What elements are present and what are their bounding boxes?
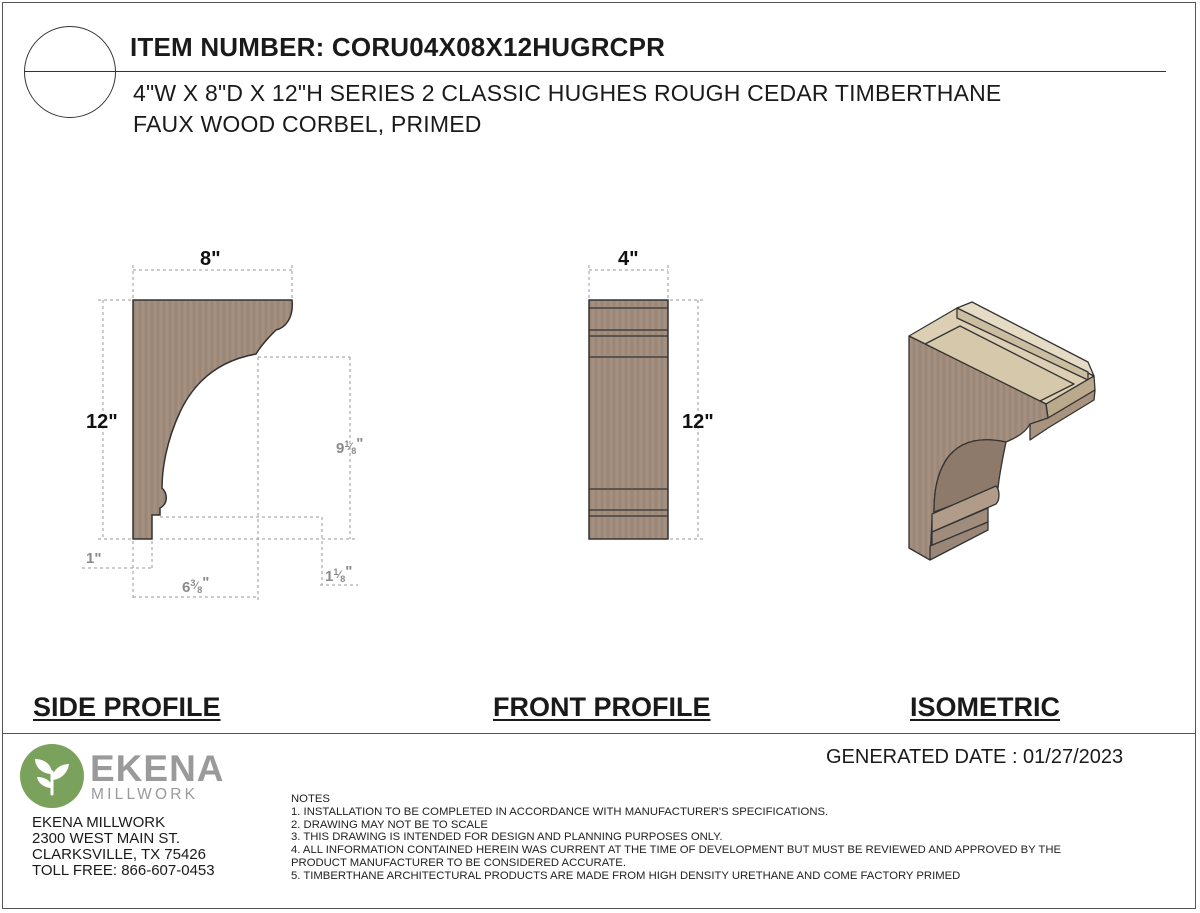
base-height-label: $1^1_{⁄8}$" — [325, 563, 353, 585]
company-phone: TOLL FREE: 866-607-0453 — [32, 862, 215, 879]
note-item: PRODUCT MANUFACTURER TO BE CONSIDERED ACCURATE. — [291, 856, 626, 869]
brand-name: EKENA — [90, 748, 225, 789]
company-street: 2300 WEST MAIN ST. — [32, 830, 181, 847]
front-width-label: 4" — [618, 248, 639, 270]
product-description-line1: 4"W X 8"D X 12"H SERIES 2 CLASSIC HUGHES ROUGH CEDAR TIMBERTHANE — [133, 80, 1002, 106]
side-profile-shape — [133, 300, 292, 539]
company-city: CLARKSVILLE, TX 75426 — [32, 846, 206, 863]
ekena-leaf-logo-icon — [20, 744, 86, 810]
note-item: 3. THIS DRAWING IS INTENDED FOR DESIGN AND PLANNING PURPOSES ONLY. — [291, 831, 723, 844]
generated-date: GENERATED DATE : 01/27/2023 — [826, 746, 1124, 768]
item-number: ITEM NUMBER: CORU04X08X12HUGRCPR — [130, 32, 666, 62]
side-width-label: 8" — [200, 248, 221, 270]
isometric-drawing — [909, 302, 1095, 560]
side-profile-label: SIDE PROFILE — [33, 692, 221, 722]
notes-block — [291, 793, 1061, 883]
front-height-label: 12" — [682, 411, 714, 433]
note-item: 1. INSTALLATION TO BE COMPLETED IN ACCORDANCE WITH MANUFACTURER'S SPECIFICATIONS. — [291, 805, 829, 818]
side-height-label: 12" — [86, 411, 118, 433]
footer-rule — [2, 733, 1196, 734]
arch-depth-label: $6^3_{⁄8}$" — [182, 574, 210, 596]
front-profile-label: FRONT PROFILE — [493, 692, 711, 722]
note-item: 5. TIMBERTHANE ARCHITECTURAL PRODUCTS ARE MADE FROM HIGH DENSITY URETHANE AND COME FACTORY PRIMED — [291, 869, 961, 882]
side-profile-drawing — [82, 248, 363, 600]
arch-height-label: $9^1_{⁄8}$" — [336, 435, 364, 457]
company-name: EKENA MILLWORK — [32, 814, 166, 831]
front-profile-drawing — [589, 248, 714, 539]
bottom-step-label: 1" — [86, 550, 102, 567]
notes-title: NOTES — [291, 793, 330, 805]
brand-subtitle: MILLWORK — [91, 786, 199, 803]
isometric-label: ISOMETRIC — [910, 692, 1061, 722]
note-item: 2. DRAWING MAY NOT BE TO SCALE — [291, 818, 488, 831]
note-item: 4. ALL INFORMATION CONTAINED HEREIN WAS CURRENT AT THE TIME OF DEVELOPMENT BUT MUST BE REVIEWED AND APPROVED BY THE — [291, 844, 1062, 857]
product-description-line2: FAUX WOOD CORBEL, PRIMED — [133, 111, 482, 137]
